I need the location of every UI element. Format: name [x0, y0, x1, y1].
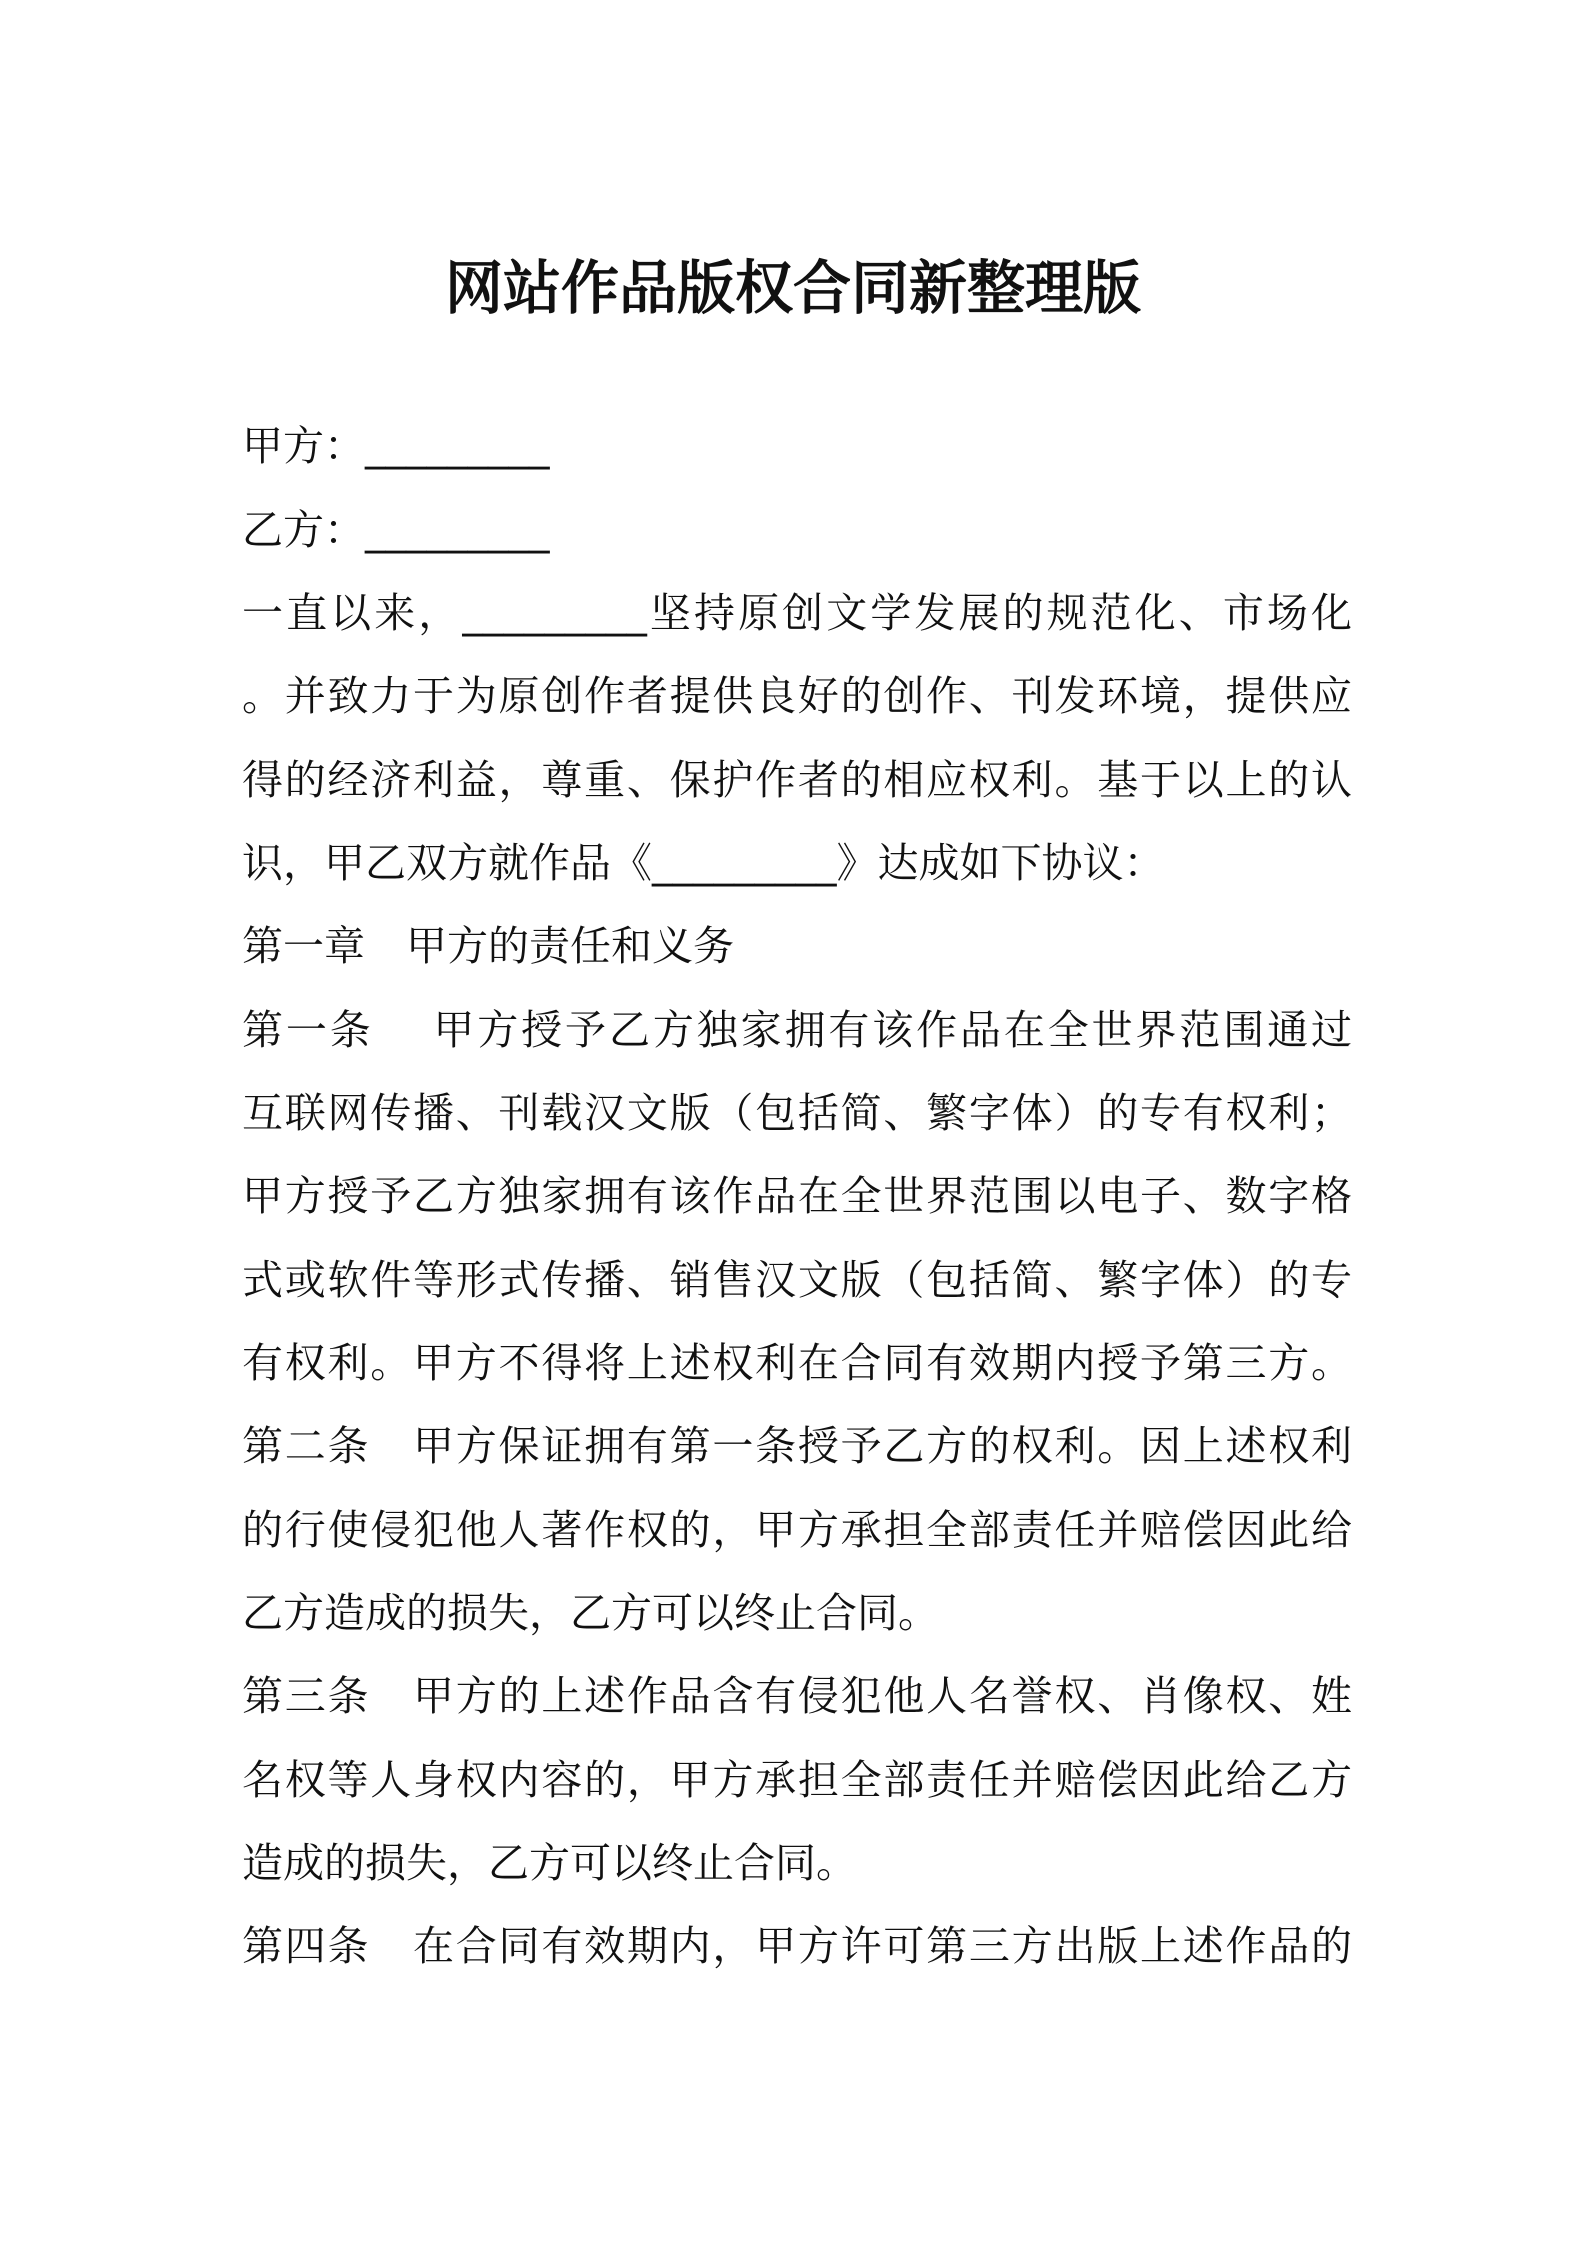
- body-line: 一直以来，_________坚持原创文学发展的规范化、市场化: [242, 589, 1352, 637]
- body-line: 识，甲乙双方就作品《_________》达成如下协议：: [242, 839, 1165, 887]
- party-b-line: 乙方：_________: [242, 506, 550, 554]
- article-line: 名权等人身权内容的，甲方承担全部责任并赔偿因此给乙方: [242, 1756, 1352, 1804]
- article-line: 第三条 甲方的上述作品含有侵犯他人名誉权、肖像权、姓: [242, 1672, 1352, 1720]
- chapter-heading: 第一章 甲方的责任和义务: [242, 922, 734, 970]
- article-line: 有权利。甲方不得将上述权利在合同有效期内授予第三方。: [242, 1339, 1352, 1387]
- party-a-line: 甲方：_________: [242, 422, 550, 470]
- article-line: 乙方造成的损失，乙方可以终止合同。: [242, 1589, 939, 1637]
- document-title: 网站作品版权合同新整理版: [444, 254, 1141, 322]
- article-line: 第二条 甲方保证拥有第一条授予乙方的权利。因上述权利: [242, 1422, 1352, 1470]
- article-line: 造成的损失，乙方可以终止合同。: [242, 1839, 857, 1887]
- article-line: 第一条 甲方授予乙方独家拥有该作品在全世界范围通过: [242, 1006, 1352, 1054]
- article-line: 甲方授予乙方独家拥有该作品在全世界范围以电子、数字格: [242, 1172, 1352, 1220]
- body-line: 。并致力于为原创作者提供良好的创作、刊发环境，提供应: [242, 672, 1352, 720]
- article-line: 的行使侵犯他人著作权的，甲方承担全部责任并赔偿因此给: [242, 1506, 1352, 1554]
- article-line: 第四条 在合同有效期内，甲方许可第三方出版上述作品的: [242, 1922, 1352, 1970]
- body-line: 得的经济利益，尊重、保护作者的相应权利。基于以上的认: [242, 756, 1352, 804]
- article-line: 互联网传播、刊载汉文版（包括简、繁字体）的专有权利；: [242, 1089, 1352, 1137]
- article-line: 式或软件等形式传播、销售汉文版（包括简、繁字体）的专: [242, 1256, 1352, 1304]
